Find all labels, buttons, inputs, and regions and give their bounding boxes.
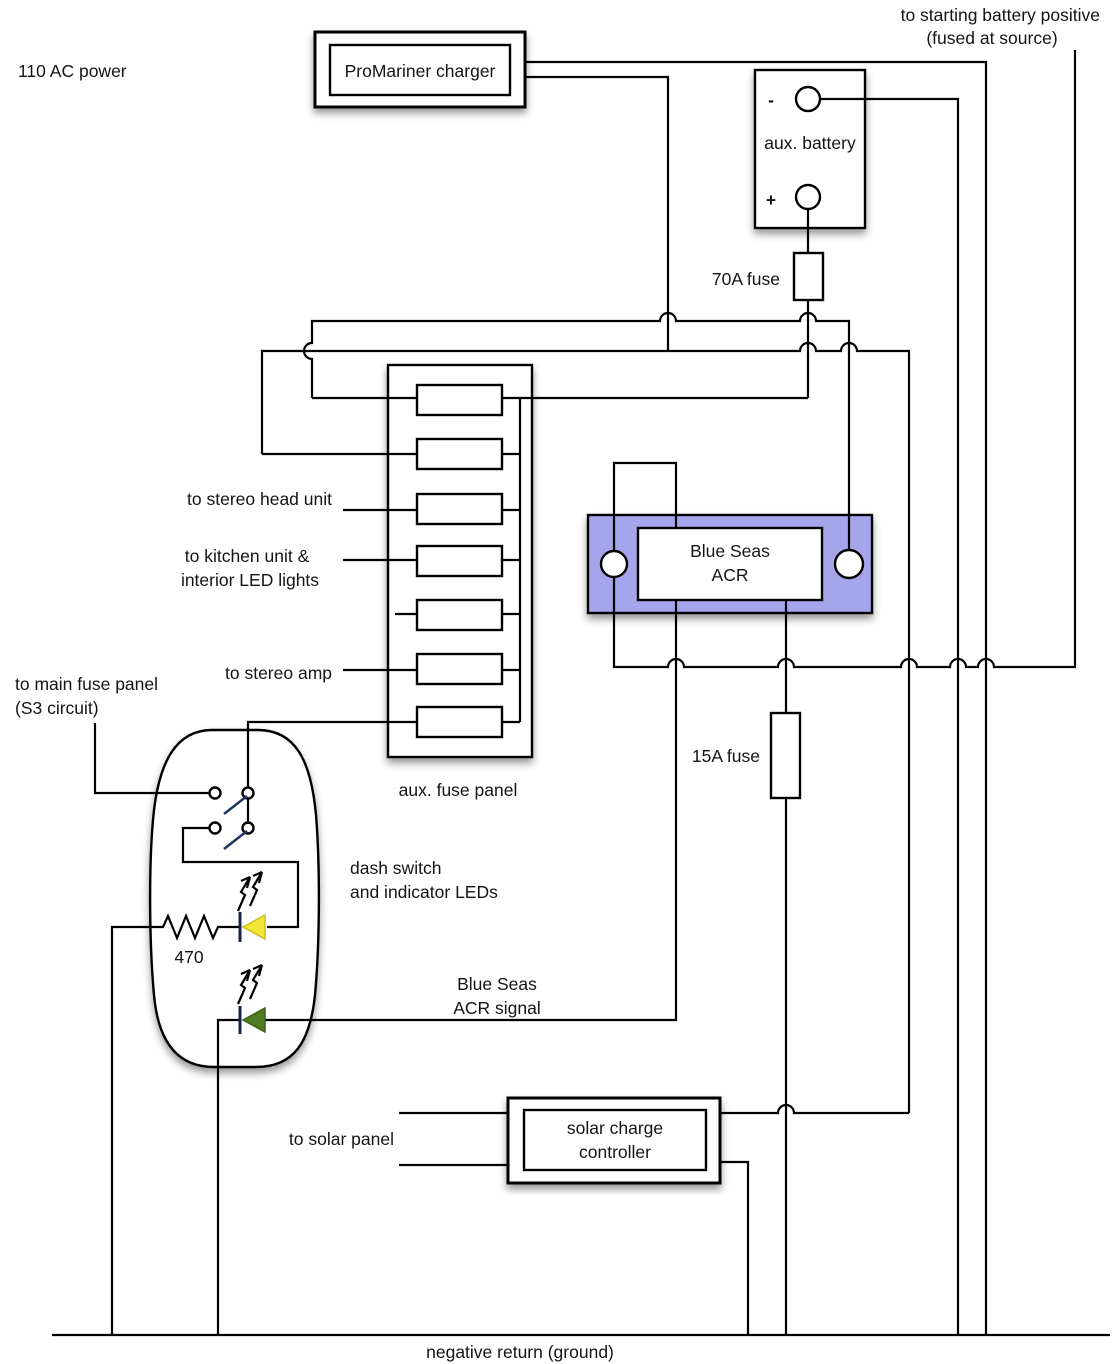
- panel-fuse-7: [417, 707, 502, 737]
- label-acr-2: ACR: [711, 565, 749, 585]
- wire-resistor-to-ground: [112, 927, 158, 1335]
- battery-minus-terminal: [796, 87, 820, 111]
- switch2-contact-left: [210, 823, 221, 834]
- wire-solar-out-positive: [720, 1105, 909, 1113]
- acr-terminal-right: [835, 550, 863, 578]
- panel-fuse-1: [417, 385, 502, 415]
- label-fuse-15a: 15A fuse: [691, 746, 760, 766]
- label-solar-panel: to solar panel: [288, 1129, 394, 1149]
- label-aux-battery: aux. battery: [764, 133, 856, 153]
- fuse-15a: [771, 713, 800, 798]
- acr-terminal-left: [601, 551, 627, 577]
- label-dash-switch-1: dash switch: [350, 858, 442, 878]
- label-starting-battery-2: (fused at source): [926, 28, 1058, 48]
- label-solar-1: solar charge: [566, 1118, 664, 1138]
- dash-switch-body: [150, 730, 319, 1067]
- label-starting-battery-1: to starting battery positive: [900, 5, 1100, 25]
- fuse-70a: [794, 253, 823, 300]
- label-stereo-amp: to stereo amp: [225, 663, 332, 683]
- label-charger: ProMariner charger: [344, 61, 496, 81]
- panel-fuse-4: [417, 546, 502, 576]
- wire-charge-bus: [262, 343, 909, 1113]
- label-kitchen-1: to kitchen unit &: [184, 546, 310, 566]
- label-resistor-value: 470: [174, 947, 204, 967]
- label-aux-fuse-panel: aux. fuse panel: [398, 780, 518, 800]
- wire-charger-positive: [525, 77, 668, 351]
- label-main-fuse-1: to main fuse panel: [15, 674, 159, 694]
- panel-fuse-6: [417, 654, 502, 684]
- wire-solar-out-negative: [720, 1162, 748, 1335]
- panel-fuse-2: [417, 439, 502, 469]
- label-main-fuse-2: (S3 circuit): [15, 698, 99, 718]
- label-acr-1: Blue Seas: [690, 541, 770, 561]
- label-ac-power: 110 AC power: [18, 61, 127, 81]
- label-stereo-head-unit: to stereo head unit: [187, 489, 332, 509]
- panel-fuse-5: [417, 600, 502, 630]
- label-ground: negative return (ground): [426, 1342, 614, 1362]
- label-acr-signal-1: Blue Seas: [457, 974, 537, 994]
- acr-inner-box: [638, 528, 822, 600]
- battery-minus-sign: -: [768, 90, 774, 110]
- label-dash-switch-2: and indicator LEDs: [350, 882, 498, 902]
- panel-fuse-3: [417, 494, 502, 524]
- label-fuse-70a: 70A fuse: [711, 269, 780, 289]
- battery-plus-terminal: [796, 185, 820, 209]
- label-solar-2: controller: [579, 1142, 651, 1162]
- wire-battery-minus: [820, 99, 958, 1335]
- label-kitchen-2: interior LED lights: [180, 570, 320, 590]
- battery-plus-sign: +: [765, 190, 777, 210]
- label-acr-signal-2: ACR signal: [453, 998, 541, 1018]
- switch1-contact-left: [210, 788, 221, 799]
